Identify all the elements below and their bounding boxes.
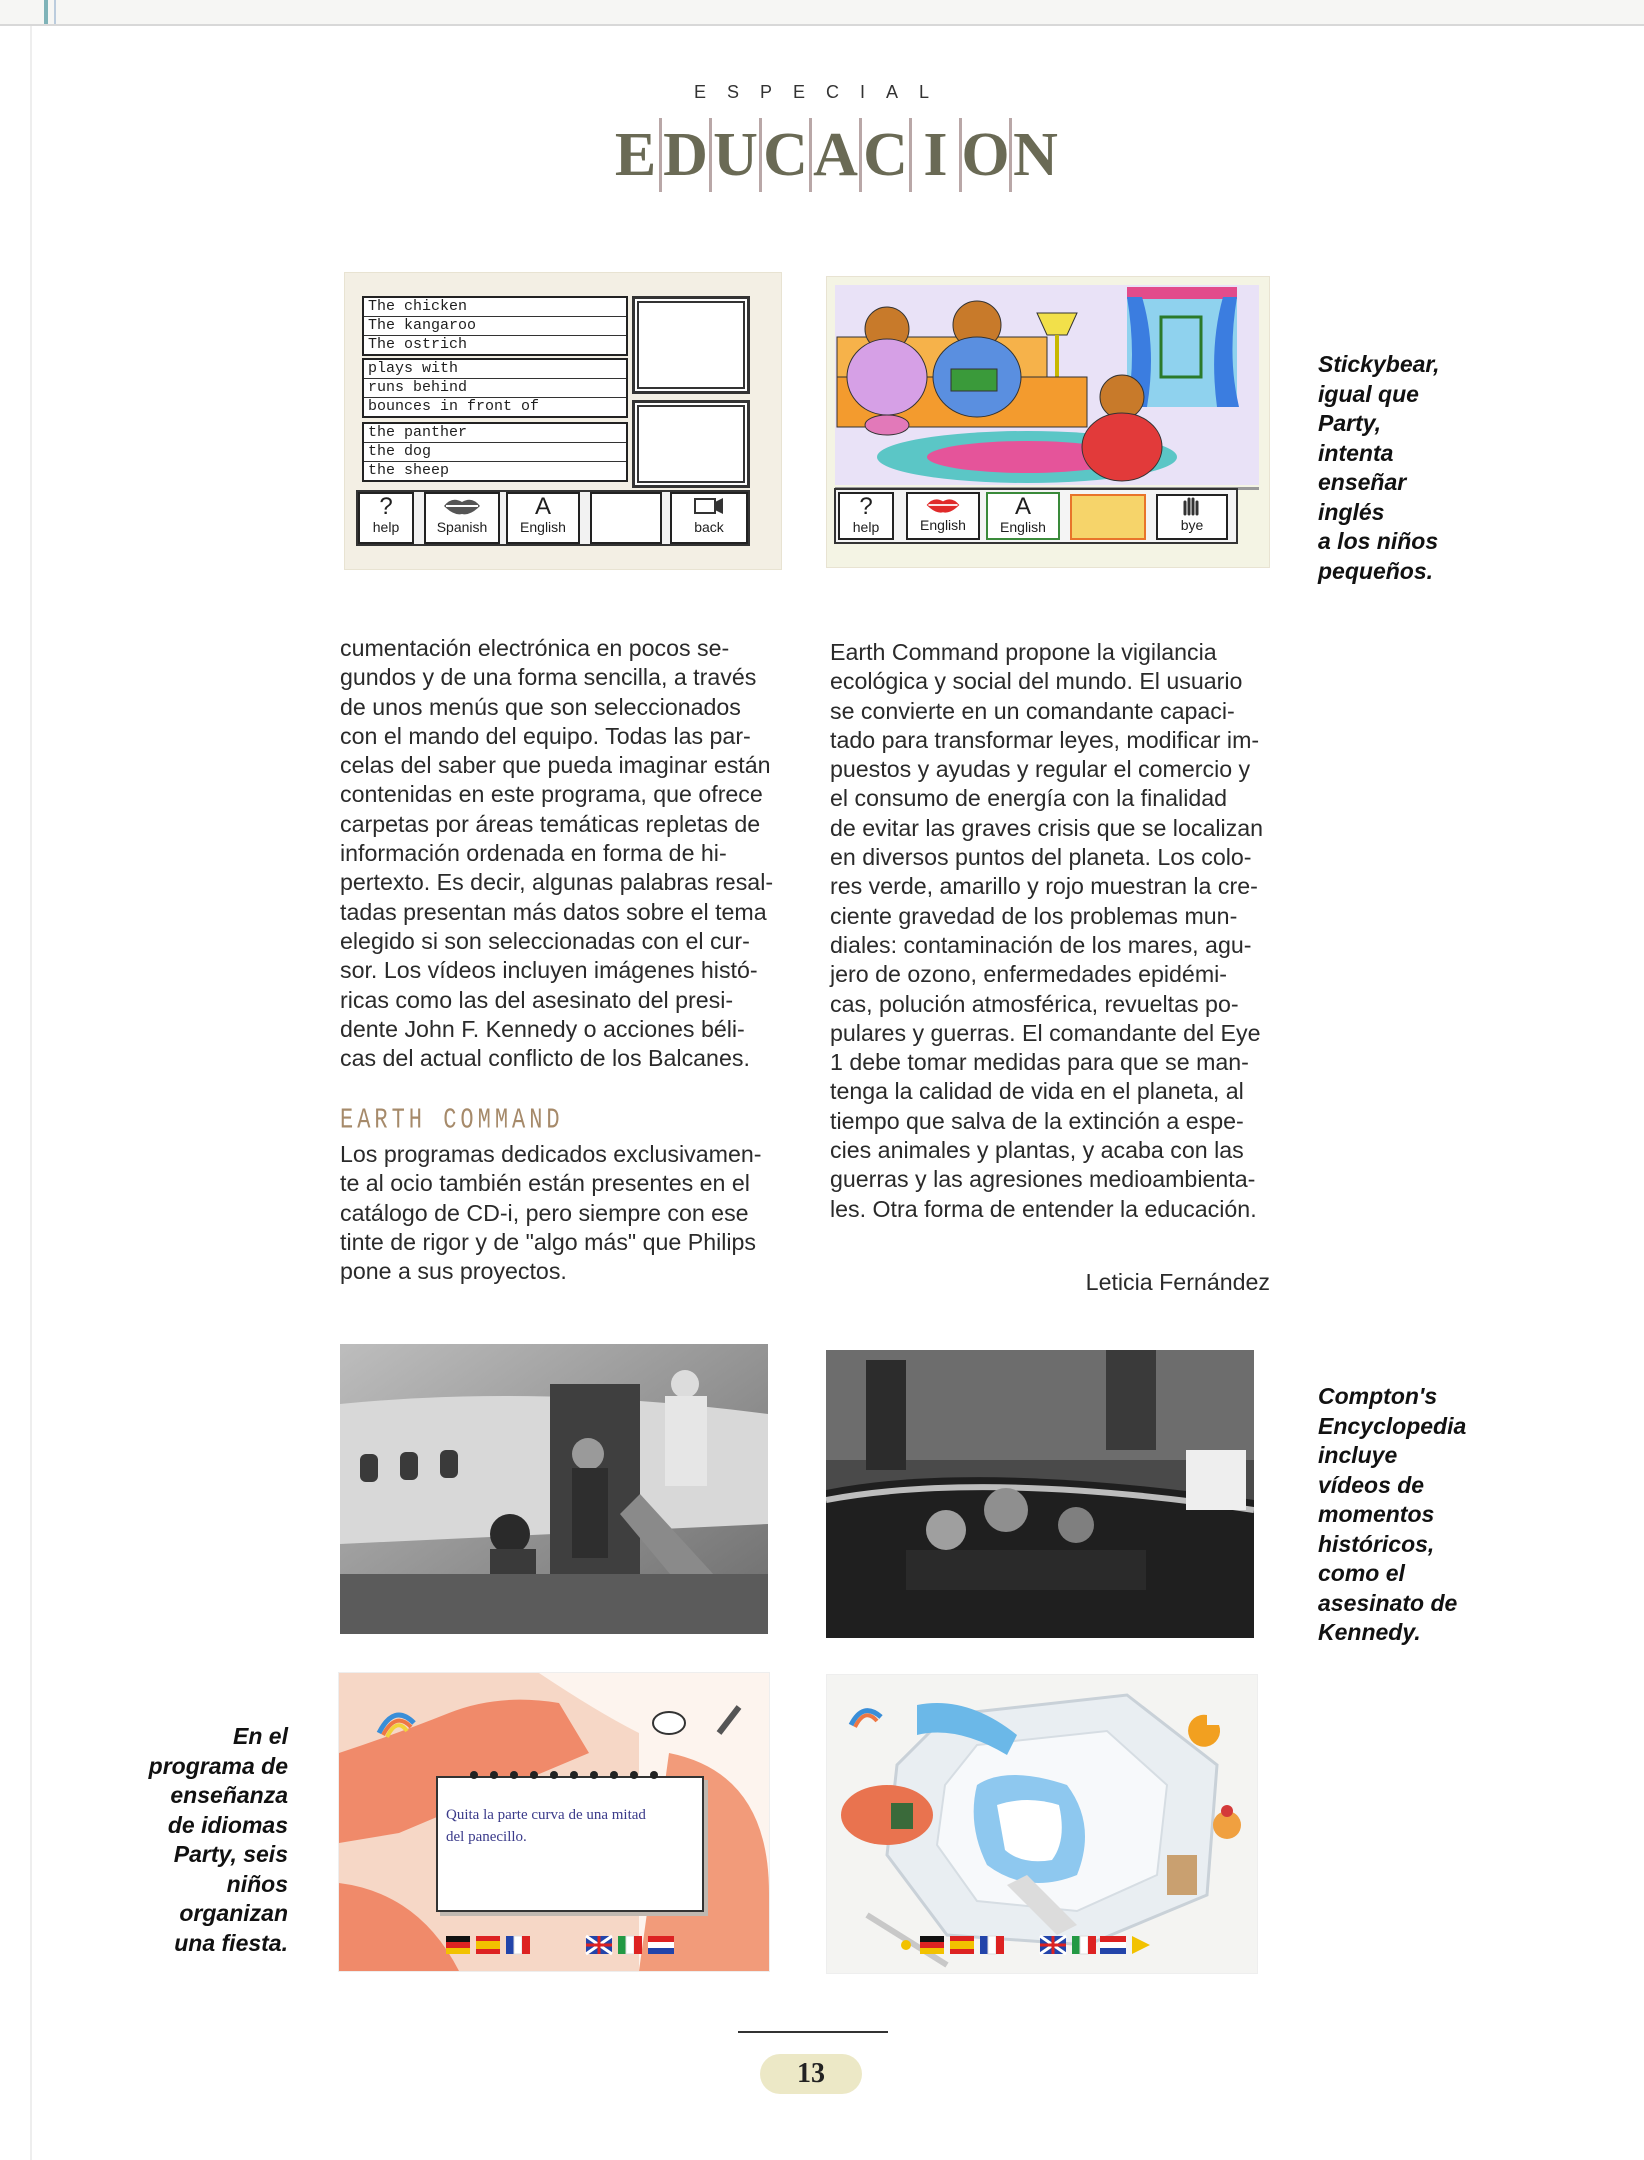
article-column-2	[830, 638, 1280, 1224]
text-line: cas, polución atmosférica, revueltas po-	[830, 990, 1239, 1017]
bye-button	[1156, 494, 1228, 540]
back-button	[670, 492, 748, 544]
option-item: plays with	[364, 360, 626, 379]
caption-line: enseñar	[1318, 469, 1407, 495]
text-line: te al ocio también están presentes en el	[340, 1170, 750, 1197]
option-item: the sheep	[368, 462, 450, 479]
text-line: tado para transformar leyes, modificar im-	[830, 726, 1260, 753]
object-options	[362, 422, 628, 482]
title-letter: E	[612, 118, 662, 192]
text-line: tenga la calidad de vida en el planeta, al	[830, 1078, 1244, 1105]
caption-line: Encyclopedia	[1318, 1412, 1467, 1439]
button-label: Spanish	[436, 519, 488, 535]
title-letter: D	[662, 118, 712, 192]
caption-line: incluye	[1318, 1442, 1398, 1468]
spanish-button	[424, 492, 500, 544]
caption-line: a los niños	[1318, 528, 1439, 554]
text-line: pone a sus proyectos.	[340, 1258, 567, 1285]
option-item: the panther	[364, 424, 626, 443]
lips-icon	[440, 494, 484, 518]
recipe-note	[436, 1776, 704, 1912]
empty-button	[590, 492, 662, 544]
option-item: The ostrich	[368, 336, 468, 353]
earth-command-subhead: EARTH COMMAND	[340, 1104, 564, 1137]
text-line: puestos y ayudas y regular el comercio y	[830, 756, 1251, 783]
spiral-binding-icon	[438, 1768, 702, 1782]
title-letter: C	[862, 118, 912, 192]
kennedy-airplane-photo	[340, 1344, 768, 1634]
button-label: English	[1000, 519, 1046, 535]
button-label: bye	[1180, 517, 1204, 533]
subject-options	[362, 296, 628, 356]
text-line: cas del actual conflicto de los Balcanes.	[340, 1045, 750, 1072]
scan-mark	[44, 0, 48, 24]
english-lips-button	[906, 492, 980, 540]
caption-line: pequeños.	[1318, 557, 1434, 584]
author-byline: Leticia Fernández	[1085, 1269, 1270, 1295]
kennedy-motorcade-photo	[826, 1350, 1254, 1638]
text-line: se convierte en un comandante capaci-	[830, 697, 1235, 724]
text-line: ecológica y social del mundo. El usuario	[830, 668, 1243, 695]
caption-line: igual que	[1318, 380, 1419, 407]
button-label: help	[372, 519, 400, 535]
text-line: carpetas por áreas temáticas repletas de	[340, 810, 761, 837]
kennedy-airplane-still	[340, 1344, 768, 1634]
text-line: sor. Los vídeos incluyen imágenes histó-	[340, 957, 758, 984]
kennedy-motorcade-still	[826, 1350, 1254, 1638]
caption-line: Kennedy.	[1318, 1619, 1421, 1645]
caption-line: En el	[233, 1723, 288, 1749]
text-line: pulares y guerras. El comandante del Eye	[830, 1019, 1261, 1046]
section-title	[612, 118, 1059, 192]
caption-line: vídeos de	[1318, 1471, 1425, 1498]
title-letter: U	[712, 118, 762, 192]
button-label: English	[520, 519, 566, 535]
title-letter: N	[1013, 121, 1058, 189]
text-line: res verde, amarillo y rojo muestran la cre-	[830, 873, 1258, 900]
title-letter: I	[912, 118, 962, 192]
option-item: the dog	[364, 443, 626, 462]
caption-line: programa de	[148, 1752, 288, 1779]
text-line: guerras y las agresiones medioambienta-	[830, 1166, 1256, 1193]
caption-line: Party,	[1318, 410, 1382, 436]
title-letter: O	[962, 118, 1012, 192]
stickybear-caption	[1318, 350, 1518, 586]
text-line: contenidas en este programa, que ofrece	[340, 781, 763, 808]
text-line: tadas presentan más datos sobre el tema	[340, 898, 767, 925]
text-line: Los programas dedicados exclusivamen-	[340, 1141, 762, 1167]
caption-line: intenta	[1318, 439, 1394, 466]
text-line: diales: contaminación de los mares, agu-	[830, 931, 1252, 958]
text-line: ricas como las del asesinato del presi-	[340, 986, 734, 1013]
instruction-line: del panecillo.	[446, 1829, 527, 1845]
text-line: elegido si son seleccionadas con el cur-	[340, 927, 750, 954]
option-item: bounces in front of	[368, 398, 540, 415]
section-kicker: ESPECIAL	[693, 82, 951, 102]
button-label: back	[694, 519, 724, 535]
caption-line: Party, seis	[173, 1841, 288, 1867]
text-line: información ordenada en forma de hi-	[340, 840, 727, 867]
verb-options	[362, 358, 628, 418]
question-icon: ?	[859, 493, 873, 520]
caption-line: asesinato de	[1318, 1589, 1458, 1616]
party-caption	[100, 1722, 288, 1958]
letter-a-icon: A	[534, 493, 551, 520]
text-line: Earth Command propone la vigilancia	[830, 639, 1217, 665]
text-line: tiempo que salva de la extinción a espe-	[830, 1107, 1244, 1134]
text-line: gundos y de una forma sencilla, a través	[340, 664, 757, 691]
caption-line: como el	[1318, 1560, 1405, 1586]
english-button	[506, 492, 580, 544]
flags-icon	[446, 1934, 686, 1956]
caption-line: enseñanza	[170, 1782, 288, 1808]
instruction-line: Quita la parte curva de una mitad	[446, 1807, 646, 1823]
text-line: cies animales y plantas, y acaba con las	[830, 1137, 1244, 1164]
language-flags	[446, 1934, 686, 1956]
text-line: tinte de rigor y de "algo más" que Philips	[340, 1228, 757, 1255]
text-line: en diversos puntos del planeta. Los colo-	[830, 844, 1252, 871]
text-line: celas del saber que pueda imaginar están	[340, 752, 771, 779]
option-item: runs behind	[364, 379, 626, 398]
option-item: The kangaroo	[364, 317, 626, 336]
text-line: catálogo de CD-i, pero siempre con ese	[340, 1199, 749, 1226]
page-number: 13	[760, 2054, 862, 2094]
scan-mark	[54, 0, 56, 24]
text-line: con el mando del equipo. Todas las par-	[340, 722, 751, 749]
text-line: les. Otra forma de entender la educación.	[830, 1195, 1257, 1222]
text-line: jero de ozono, enfermedades epidémi-	[830, 961, 1228, 988]
caption-line: inglés	[1318, 498, 1385, 525]
english-button	[986, 492, 1060, 540]
button-label: English	[920, 517, 966, 533]
question-icon: ?	[379, 493, 393, 520]
footer-rule	[738, 2031, 888, 2033]
button-label: help	[852, 519, 880, 535]
language-flags	[900, 1934, 1200, 1956]
letter-a-icon: A	[1014, 493, 1031, 520]
recipe-instruction	[446, 1804, 646, 1848]
article-column-1	[340, 634, 788, 1073]
caption-line: niños	[226, 1870, 288, 1897]
text-line: de evitar las graves crisis que se localizan	[830, 814, 1264, 841]
wave-hand-icon	[1179, 496, 1205, 516]
help-button	[838, 492, 894, 540]
option-item: The chicken	[364, 298, 626, 317]
text-line: de unos menús que son seleccionados	[340, 693, 741, 720]
text-line: pertexto. Es decir, algunas palabras resal-	[340, 869, 774, 896]
text-line: 1 debe tomar medidas para que se man-	[830, 1049, 1249, 1076]
empty-button	[1070, 494, 1146, 540]
title-letter: C	[762, 118, 812, 192]
title-letter: A	[812, 118, 862, 192]
text-line: ciente gravedad de los problemas mun-	[830, 902, 1238, 929]
back-hand-icon	[692, 494, 726, 518]
text-line: cumentación electrónica en pocos se-	[340, 635, 730, 661]
article-column-1b	[340, 1140, 788, 1286]
scan-top-edge	[0, 0, 1644, 26]
picture-slot	[632, 296, 750, 394]
caption-line: históricos,	[1318, 1530, 1435, 1557]
compton-caption	[1318, 1382, 1518, 1648]
flags-icon	[900, 1934, 1200, 1956]
caption-line: Compton's	[1318, 1383, 1438, 1409]
party-plate-scene	[827, 1675, 1257, 1973]
caption-line: una fiesta.	[174, 1929, 288, 1956]
lips-icon	[923, 494, 963, 516]
caption-line: momentos	[1318, 1501, 1435, 1527]
caption-line: de idiomas	[167, 1811, 288, 1838]
party-sandwich-screenshot	[826, 1674, 1258, 1974]
text-line: dente John F. Kennedy o acciones béli-	[340, 1015, 745, 1042]
caption-line: organizan	[179, 1900, 288, 1926]
caption-line: Stickybear,	[1318, 351, 1440, 377]
text-line: el consumo de energía con la finalidad	[830, 785, 1228, 812]
help-button	[358, 492, 414, 544]
picture-slot	[632, 400, 750, 488]
